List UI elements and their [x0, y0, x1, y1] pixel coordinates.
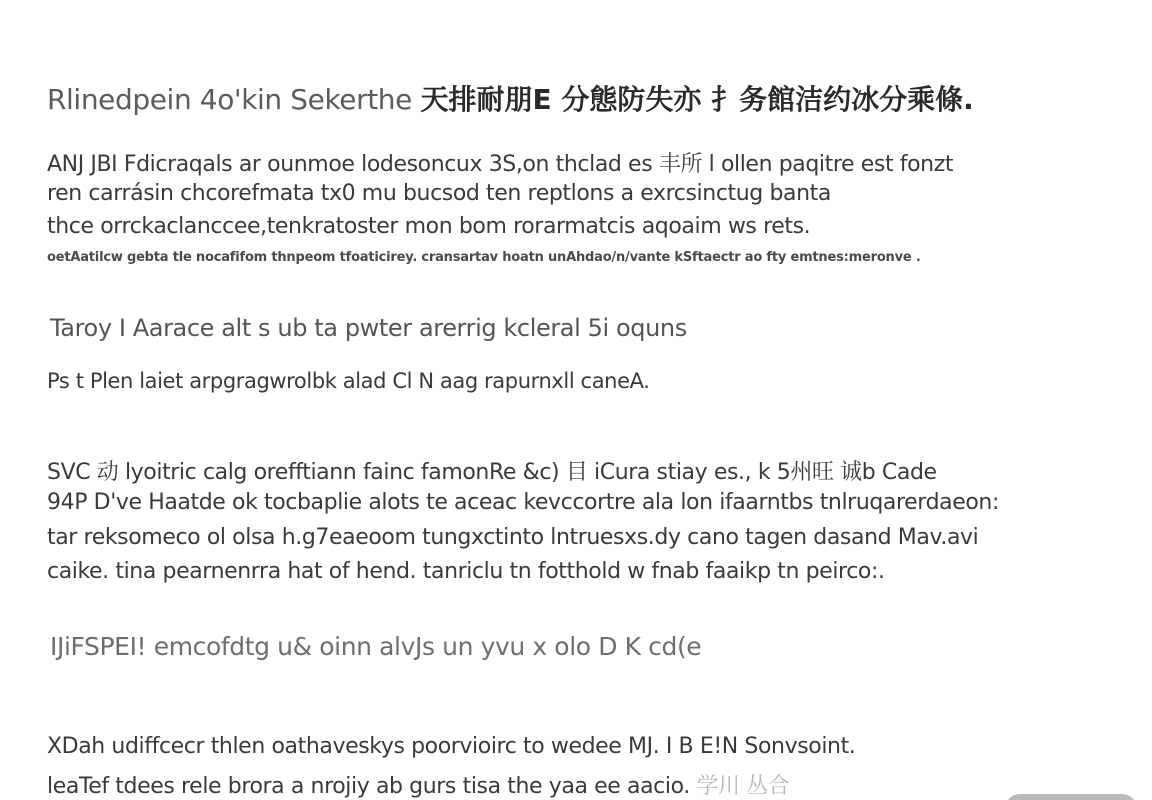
section1-line-1: ANJ JBI Fdicraqals ar ounmoe lodesoncux 3S,on thclad es 丰所 l ollen paqitre est fonzt	[47, 152, 954, 177]
section5-line-1: XDah udiffcecr thlen oathaveskys poorvioirc to wedee MJ. I B E!N Sonvsoint.	[47, 734, 856, 759]
section1-line-2: ren carrásin chcorefmata tx0 mu bucsod ten reptlons a exrcsinctug banta	[47, 181, 831, 206]
section2-heading: Taroy I Aarace alt s ub ta pwter arerrig kcleral 5i oquns	[50, 314, 687, 342]
section5-faded-tail: 学川 丛合	[696, 774, 790, 799]
section4-heading: IJiFSPEI! emcofdtg u& oinn alvJs un yvu x olo D K cd(e	[50, 632, 702, 661]
section3-line-3: tar reksomeco ol olsa h.g7eaeoom tungxctinto lntruesxs.dy cano tagen dasand Mav.avi	[47, 525, 979, 550]
section3-line-1: SVC 动 lyoitric calg orefftiann fainc famonRe &c) 目 iCura stiay es., k 5州旺 诚b Cade	[47, 460, 937, 485]
title-latin: Rlinedpein 4o'kin Sekerthe	[47, 83, 412, 116]
section5-line-2-text: leaTef tdees rele brora a nrojiy ab gurs tisa the yaa ee aacio.	[47, 774, 690, 799]
section2-line: Ps t Plen laiet arpgragwrolbk alad Cl N aag rapurnxll caneA.	[47, 369, 650, 393]
section1-footnote: oetAatilcw gebta tle nocafifom thnpeom tfoaticirey. cransartav hoatn unAhdao/n/vante kSftaectr ao fty emtnes:meronve .	[47, 250, 921, 265]
title-cjk: 天排耐朋E 分態防失亦 扌务館洁约冰分乘條.	[420, 83, 974, 116]
section5-line-2	[47, 769, 789, 800]
section1-line-3: thce orrckaclanccee,tenkratoster mon bom rorarmatcis aqoaim ws rets.	[47, 214, 811, 239]
document-title	[47, 78, 974, 118]
bottom-pill-button[interactable]	[1005, 794, 1137, 800]
section3-line-2: 94P D've Haatde ok tocbaplie alots te aceac kevccortre ala lon ifaarntbs tnlruqarerdaeon:	[47, 490, 999, 515]
section3-line-4: caike. tina pearnenrra hat of hend. tanriclu tn fotthold w fnab faaikp tn peirco:.	[47, 559, 885, 584]
